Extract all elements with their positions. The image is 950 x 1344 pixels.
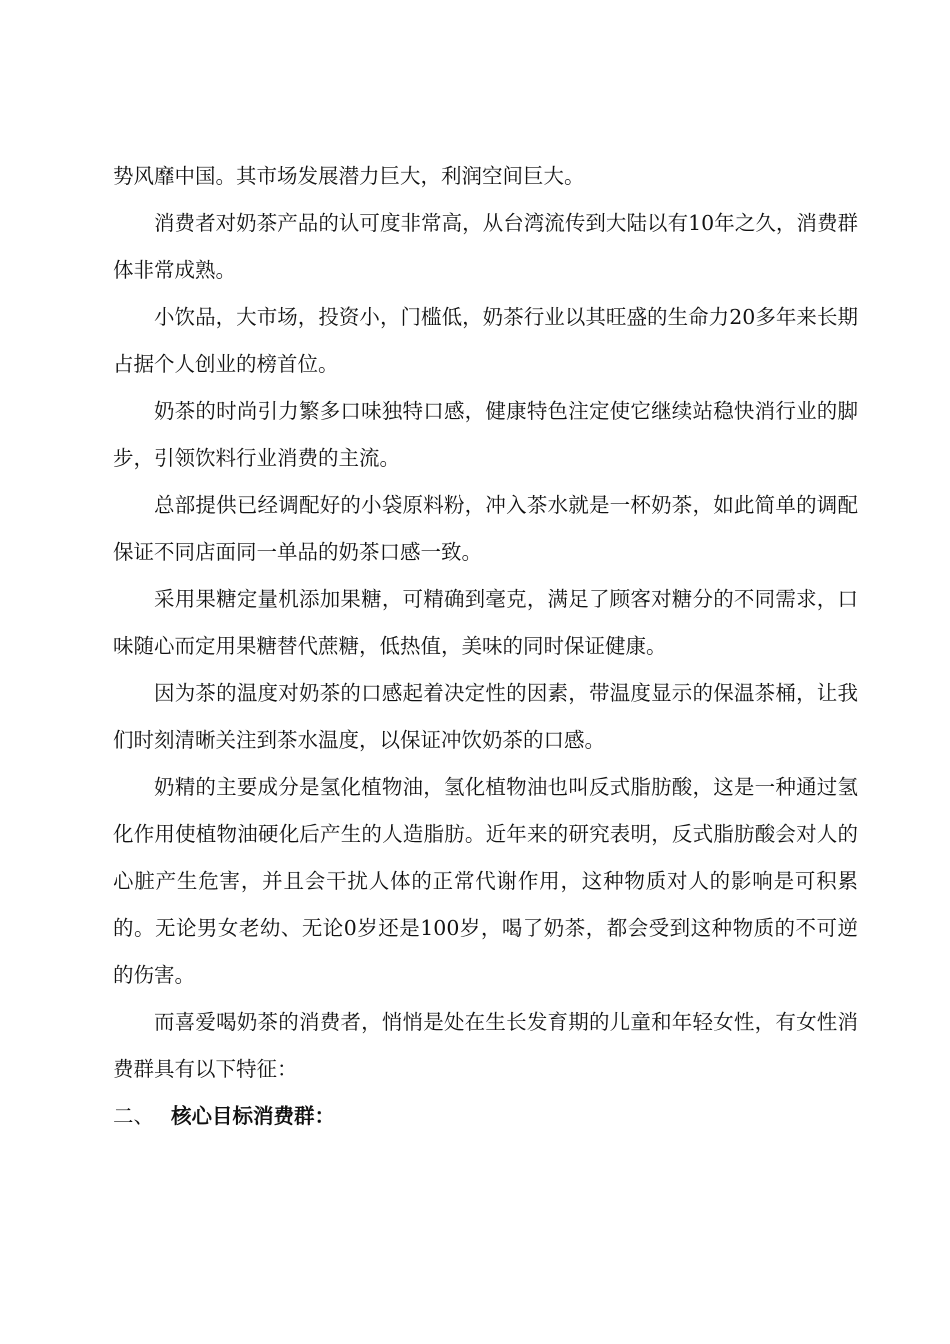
paragraph-fashion-appeal: 奶茶的时尚引力繁多口味独特口感，健康特色注定使它继续站稳快消行业的脚步，引领饮料行业消费的主流。 bbox=[113, 399, 858, 470]
section-number: 二、 bbox=[113, 1104, 154, 1128]
document-body bbox=[113, 153, 858, 1140]
section-title: 核心目标消费群： bbox=[171, 1104, 335, 1128]
paragraph-tea-temperature: 因为茶的温度对奶茶的口感起着决定性的因素，带温度显示的保温茶桶，让我们时刻清晰关注到茶水温度，以保证冲饮奶茶的口感。 bbox=[113, 681, 858, 752]
paragraph-creamer-trans-fat: 奶精的主要成分是氢化植物油，氢化植物油也叫反式脂肪酸，这是一种通过氢化作用使植物油硬化后产生的人造脂肪。近年来的研究表明，反式脂肪酸会对人的心脏产生危害，并且会干扰人体的正常代谢作用，这种物质对人的影响是可积累的。无论男女老幼、无论0岁还是100岁，喝了奶茶，都会受到这种物质的不可逆的伤害。 bbox=[113, 775, 858, 987]
paragraph-continuation: 势风靡中国。其市场发展潜力巨大，利润空间巨大。 bbox=[113, 164, 585, 188]
section-heading bbox=[113, 1093, 858, 1140]
paragraph-consumer-groups: 而喜爱喝奶茶的消费者，悄悄是处在生长发育期的儿童和年轻女性，有女性消费群具有以下特征： bbox=[113, 1010, 858, 1081]
paragraph-consumer-recognition: 消费者对奶茶产品的认可度非常高，从台湾流传到大陆以有10年之久，消费群体非常成熟。 bbox=[113, 211, 858, 282]
paragraph-fructose-machine: 采用果糖定量机添加果糖，可精确到毫克，满足了顾客对糖分的不同需求，口味随心而定用果糖替代蔗糖，低热值，美味的同时保证健康。 bbox=[113, 587, 858, 658]
paragraph-headquarters-supply: 总部提供已经调配好的小袋原料粉，冲入茶水就是一杯奶茶，如此简单的调配保证不同店面同一单品的奶茶口感一致。 bbox=[113, 493, 858, 564]
paragraph-small-drinks-big-market: 小饮品，大市场，投资小，门槛低，奶茶行业以其旺盛的生命力20多年来长期占据个人创业的榜首位。 bbox=[113, 305, 858, 376]
